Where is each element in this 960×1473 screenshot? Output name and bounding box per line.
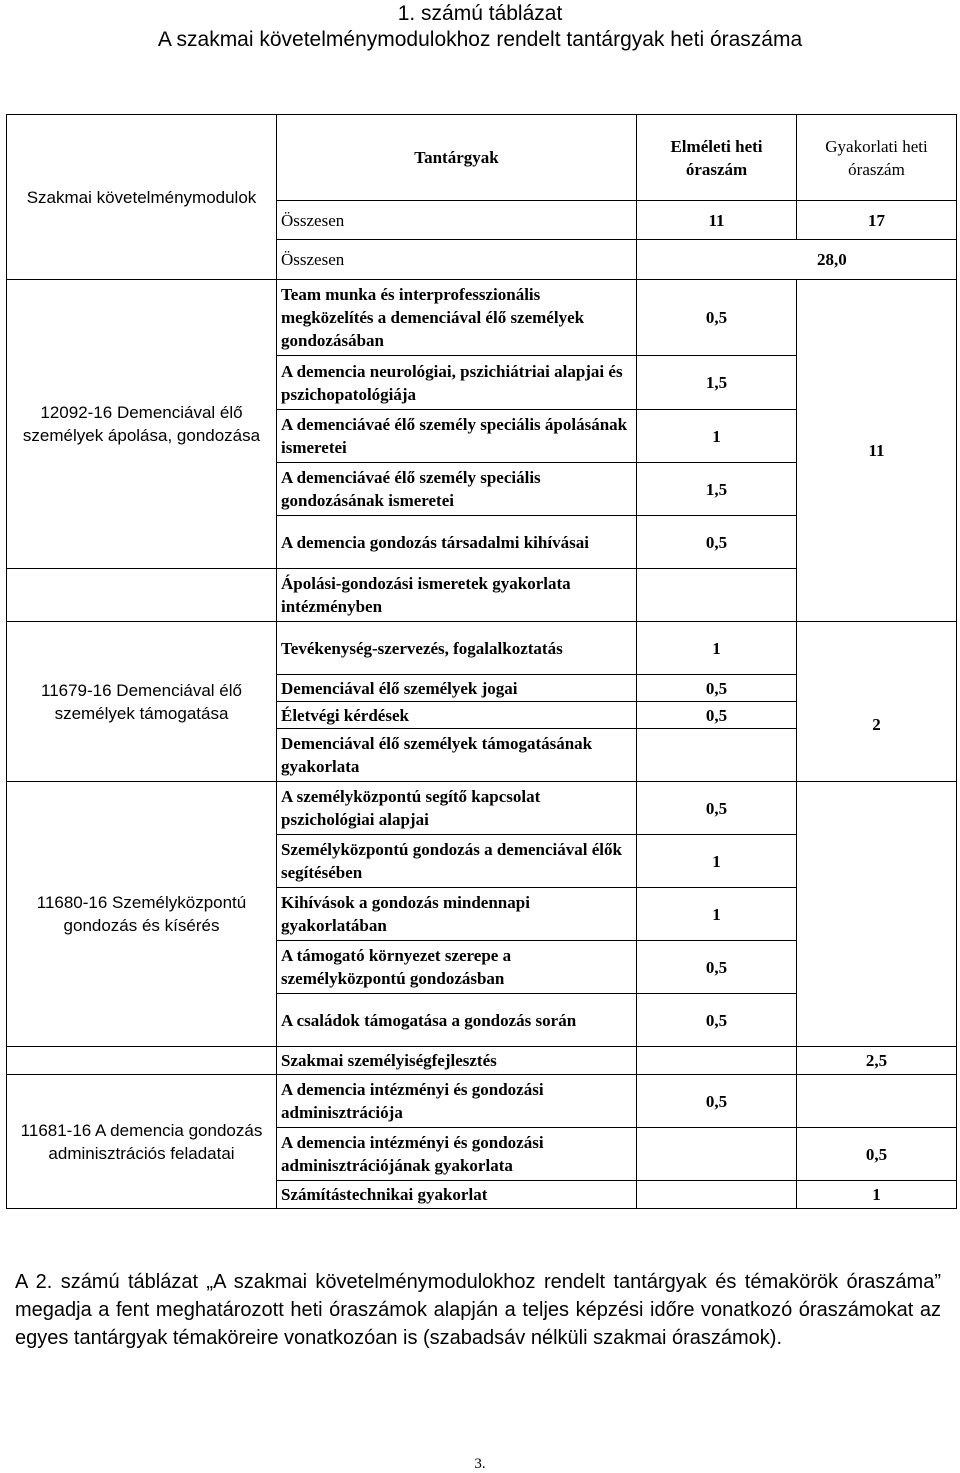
subject-theory: 0,5 [637, 675, 797, 702]
table-row [7, 622, 957, 675]
total-theory: 11 [637, 201, 797, 240]
header-row [7, 115, 957, 201]
total-label: Összesen [277, 201, 637, 240]
subject-theory: 1 [637, 835, 797, 888]
subject-theory: 1 [637, 410, 797, 463]
subject-theory: 1,5 [637, 463, 797, 516]
explanatory-paragraph: A 2. számú táblázat „A szakmai követelménymodulokhoz rendelt tantárgyak és témakörök óraszáma” megadja a fent meghatározott heti óraszámok alapján a teljes képzési időre vonatkozó óraszámokat az egyes tantárgyak témaköreire vonatkozóan is (szabadsáv nélküli szakmai óraszámok). [15, 1271, 941, 1349]
subject-theory: 0,5 [637, 702, 797, 729]
subject-practice: 11 [797, 280, 957, 622]
subject-theory: 0,5 [637, 280, 797, 356]
table-row [7, 782, 957, 835]
subject-theory: 1 [637, 622, 797, 675]
subject-name: Tevékenység-szervezés, fogalalkoztatás [277, 622, 637, 675]
practice-empty [797, 1075, 957, 1128]
subject-hours-table [6, 114, 957, 1209]
subject-practice: 0,5 [797, 1128, 957, 1181]
practice-empty [797, 782, 957, 1047]
module-11679: 11679-16 Demenciával élő személyek támogatása [7, 622, 277, 782]
subject-theory: 0,5 [637, 516, 797, 569]
total-practice: 17 [797, 201, 957, 240]
subjects-header: Tantárgyak [277, 115, 637, 201]
module-11680-cont [7, 1047, 277, 1075]
grand-total-label: Összesen [277, 240, 637, 280]
subject-name: A családok támogatása a gondozás során [277, 994, 637, 1047]
subject-name: A demenciávaé élő személy speciális gondozásának ismeretei [277, 463, 637, 516]
module-11681: 11681-16 A demencia gondozás adminisztrációs feladatai [7, 1075, 277, 1209]
subject-name: A demencia intézményi és gondozási adminisztrációjának gyakorlata [277, 1128, 637, 1181]
module-12092-cont [7, 569, 277, 622]
subject-name: A demencia gondozás társadalmi kihívásai [277, 516, 637, 569]
subject-name: Demenciával élő személyek támogatásának gyakorlata [277, 729, 637, 782]
subject-name: Kihívások a gondozás mindennapi gyakorlatában [277, 888, 637, 941]
subject-theory-empty [637, 569, 797, 622]
modules-header: Szakmai követelménymodulok [7, 115, 277, 280]
subject-practice: 2 [797, 622, 957, 782]
subject-practice: 1 [797, 1181, 957, 1209]
subject-name: Számítástechnikai gyakorlat [277, 1181, 637, 1209]
subject-name: A demenciávaé élő személy speciális ápolásának ismeretei [277, 410, 637, 463]
table-row [7, 1075, 957, 1128]
subject-theory-empty [637, 729, 797, 782]
subject-theory: 0,5 [637, 782, 797, 835]
subject-theory: 0,5 [637, 994, 797, 1047]
subject-theory-empty [637, 1128, 797, 1181]
subject-theory: 0,5 [637, 941, 797, 994]
module-11680: 11680-16 Személyközpontú gondozás és kísérés [7, 782, 277, 1047]
subject-name: Team munka és interprofesszionális megközelítés a demenciával élő személyek gondozásában [277, 280, 637, 356]
subject-theory: 1 [637, 888, 797, 941]
table-caption-title: A szakmai követelménymodulokhoz rendelt tantárgyak heti óraszáma [157, 28, 803, 51]
grand-total-value: 28,0 [637, 240, 957, 280]
subject-theory-empty [637, 1047, 797, 1075]
subject-name: Szakmai személyiségfejlesztés [277, 1047, 637, 1075]
subject-theory: 1,5 [637, 356, 797, 410]
theory-header: Elméleti heti óraszám [637, 115, 797, 201]
subject-name: A demencia intézményi és gondozási adminisztrációja [277, 1075, 637, 1128]
subject-name: Ápolási-gondozási ismeretek gyakorlata intézményben [277, 569, 637, 622]
page-number: 3. [474, 1456, 486, 1472]
subject-name: Demenciával élő személyek jogai [277, 675, 637, 702]
table-row [7, 1047, 957, 1075]
subject-practice: 2,5 [797, 1047, 957, 1075]
table-row [7, 280, 957, 356]
subject-name: Személyközpontú gondozás a demenciával élők segítésében [277, 835, 637, 888]
module-12092: 12092-16 Demenciával élő személyek ápolása, gondozása [7, 280, 277, 569]
subject-name: Életvégi kérdések [277, 702, 637, 729]
subject-theory: 0,5 [637, 1075, 797, 1128]
subject-theory-empty [637, 1181, 797, 1209]
table-caption-number: 1. számú táblázat [397, 2, 563, 25]
practice-header: Gyakorlati heti óraszám [797, 115, 957, 201]
subject-name: A személyközpontú segítő kapcsolat pszichológiai alapjai [277, 782, 637, 835]
subject-name: A támogató környezet szerepe a személyközpontú gondozásban [277, 941, 637, 994]
subject-name: A demencia neurológiai, pszichiátriai alapjai és pszichopatológiája [277, 356, 637, 410]
